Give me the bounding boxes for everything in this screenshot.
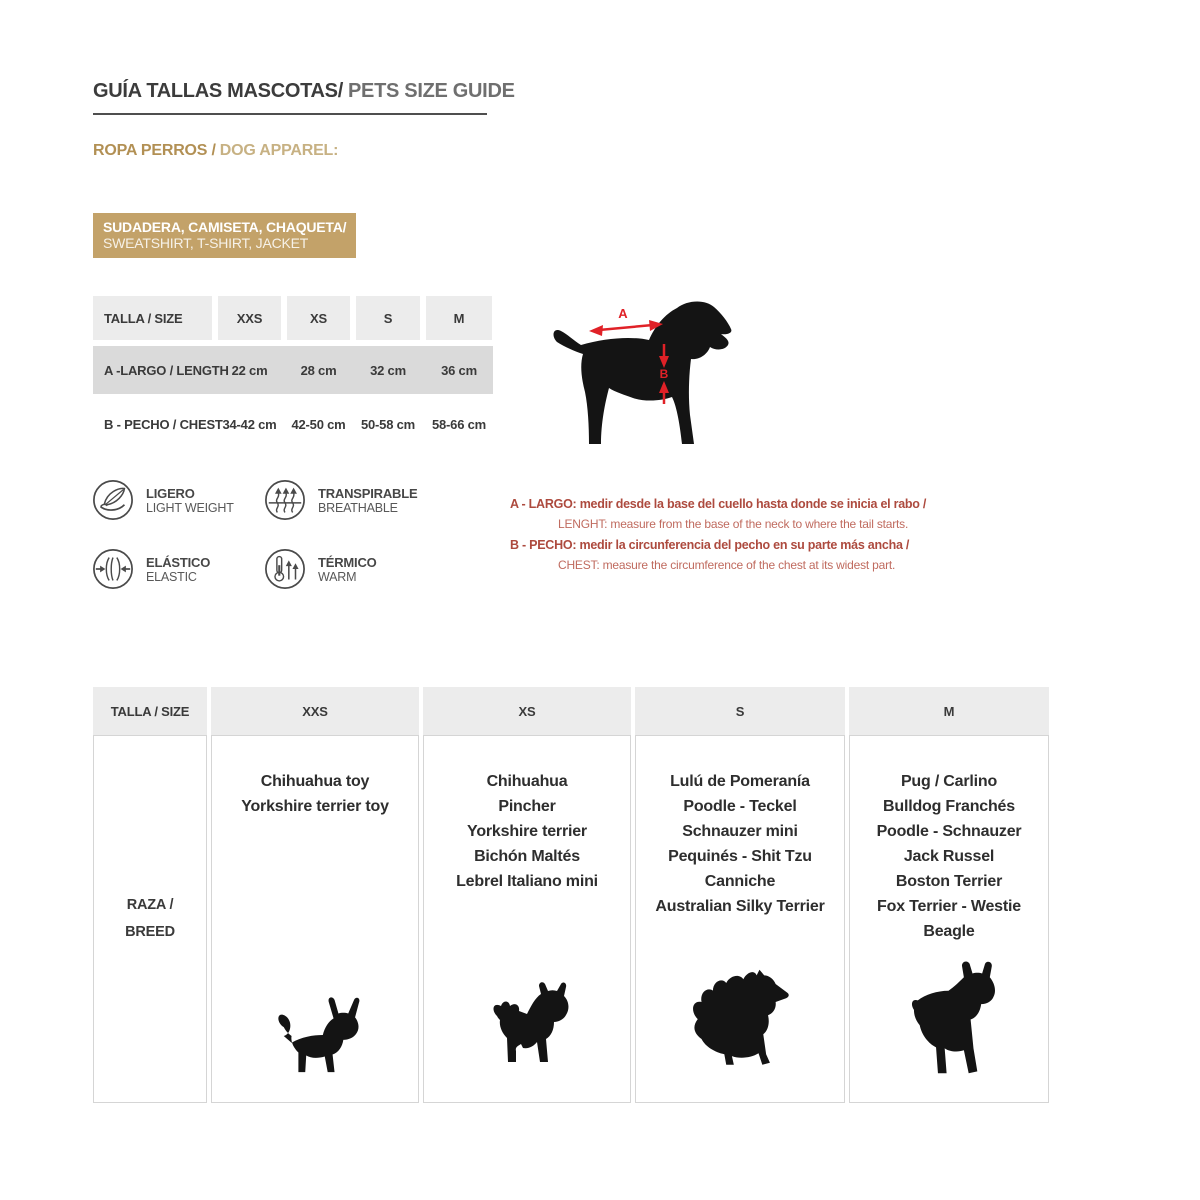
chest-xxs: 34-42 cm xyxy=(222,416,277,432)
row-chest-label: B - PECHO / CHEST xyxy=(104,416,223,432)
size-table-header-row xyxy=(93,296,493,340)
note-chest-en: CHEST: measure the circumference of the chest at its widest part. xyxy=(558,558,896,572)
length-xs: 28 cm xyxy=(300,362,337,378)
feature-breathable-label-es: TRANSPIRABLE xyxy=(318,485,418,501)
category-line-en: SWEATSHIRT, T-SHIRT, JACKET xyxy=(103,235,309,251)
breed-table-header-row xyxy=(93,687,1051,735)
title-block xyxy=(93,80,515,115)
category-line-es: SUDADERA, CAMISETA, CHAQUETA/ xyxy=(103,219,347,235)
size-table-header-s: S xyxy=(356,296,420,340)
breed-item: Schnauzer mini xyxy=(682,823,798,840)
breed-item: Fox Terrier - Westie xyxy=(877,898,1021,915)
feature-elastic xyxy=(92,548,264,590)
arrow-a xyxy=(589,306,663,336)
elastic-icon xyxy=(92,548,134,590)
feature-thermal xyxy=(264,548,436,590)
arrow-b-label: B xyxy=(659,367,669,381)
breed-item: Poodle - Schnauzer xyxy=(876,823,1022,840)
breed-item: Pequinés - Shit Tzu xyxy=(668,848,812,865)
measuring-diagram xyxy=(543,294,761,459)
row-length-label: A -LARGO / LENGTH xyxy=(104,362,229,378)
breed-item: Pincher xyxy=(498,798,556,815)
breed-cell-xxs xyxy=(211,735,419,1103)
page-title-en: PETS SIZE GUIDE xyxy=(347,80,515,102)
feature-elastic-label-es: ELÁSTICO xyxy=(146,554,211,570)
breed-item: Yorkshire terrier xyxy=(467,823,587,840)
breed-header-xs: XS xyxy=(423,687,631,735)
breed-cell-xs xyxy=(423,735,631,1103)
breed-item: Bulldog Franchés xyxy=(883,798,1015,815)
breed-cell-s xyxy=(635,735,845,1103)
breed-row-label-cell xyxy=(93,735,207,1103)
subtitle-es: ROPA PERROS / xyxy=(93,142,216,159)
pomeranian-icon xyxy=(680,964,800,1078)
size-table-header-m: M xyxy=(426,296,492,340)
breed-item: Chihuahua toy xyxy=(260,773,370,790)
breed-item: Beagle xyxy=(923,923,975,940)
breed-table-body-row xyxy=(93,735,1051,1103)
measuring-notes xyxy=(510,497,965,579)
chihuahua-icon xyxy=(270,992,360,1076)
breed-cell-m xyxy=(849,735,1049,1103)
raza-label-line2: BREED xyxy=(125,924,175,940)
length-xxs: 22 cm xyxy=(231,362,268,378)
feather-hand-icon xyxy=(92,479,134,521)
size-table-header-xxs: XXS xyxy=(218,296,281,340)
breed-header-xxs: XXS xyxy=(211,687,419,735)
breed-item: Bichón Maltés xyxy=(474,848,580,865)
chest-s: 50-58 cm xyxy=(360,416,416,432)
breed-item: Australian Silky Terrier xyxy=(655,898,825,915)
note-length-en: LENGHT: measure from the base of the neck to where the tail starts. xyxy=(558,517,909,531)
feature-breathable xyxy=(264,479,436,521)
yorkshire-terrier-icon xyxy=(476,978,578,1078)
note-chest-es: B - PECHO: medir la circunferencia del pecho en su parte más ancha / xyxy=(510,538,910,552)
chest-m: 58-66 cm xyxy=(431,416,487,432)
breathable-icon xyxy=(264,479,306,521)
feature-lightweight-label-en: LIGHT WEIGHT xyxy=(146,500,234,515)
labrador-silhouette-icon xyxy=(543,294,761,454)
chest-xs: 42-50 cm xyxy=(291,416,346,432)
breed-item: Pug / Carlino xyxy=(900,773,998,790)
length-s: 32 cm xyxy=(370,362,406,378)
breed-item: Poodle - Teckel xyxy=(683,798,797,815)
breed-item: Lebrel Italiano mini xyxy=(456,873,598,890)
size-table-header-xs: XS xyxy=(287,296,350,340)
category-box xyxy=(93,213,356,258)
page-title-es: GUÍA TALLAS MASCOTAS/ xyxy=(93,80,343,102)
breed-item: Boston Terrier xyxy=(895,873,1003,890)
feature-lightweight xyxy=(92,479,264,521)
feature-thermal-label-en: WARM xyxy=(318,569,357,584)
arrow-a-label: A xyxy=(618,306,628,321)
breed-item: Chihuahua xyxy=(486,773,568,790)
breed-item: Yorkshire terrier toy xyxy=(241,798,389,815)
page-title xyxy=(93,80,515,103)
feature-list xyxy=(92,479,436,590)
feature-lightweight-label-es: LIGERO xyxy=(146,485,195,501)
size-table-header-talla: TALLA / SIZE xyxy=(93,296,212,340)
feature-breathable-label-en: BREATHABLE xyxy=(318,500,398,515)
raza-label-line1: RAZA / xyxy=(126,897,174,913)
breed-header-m: M xyxy=(849,687,1049,735)
breed-item: Canniche xyxy=(704,873,776,890)
length-m: 36 cm xyxy=(441,362,477,378)
french-bulldog-icon xyxy=(897,960,1001,1080)
size-table-row-length xyxy=(93,346,493,394)
breed-item: Lulú de Pomeranía xyxy=(670,773,810,790)
size-table-row-chest xyxy=(93,400,493,448)
subtitle-en: DOG APPAREL: xyxy=(219,142,339,159)
breed-item: Jack Russel xyxy=(903,848,995,865)
breed-header-talla: TALLA / SIZE xyxy=(93,687,207,735)
breed-table xyxy=(93,687,1051,1103)
feature-thermal-label-es: TÉRMICO xyxy=(318,554,377,570)
breed-header-s: S xyxy=(635,687,845,735)
thermal-icon xyxy=(264,548,306,590)
note-length-es: A - LARGO: medir desde la base del cuello hasta donde se inicia el rabo / xyxy=(510,497,927,511)
size-table xyxy=(93,296,493,448)
section-subtitle xyxy=(93,142,338,160)
feature-elastic-label-en: ELASTIC xyxy=(146,569,197,584)
